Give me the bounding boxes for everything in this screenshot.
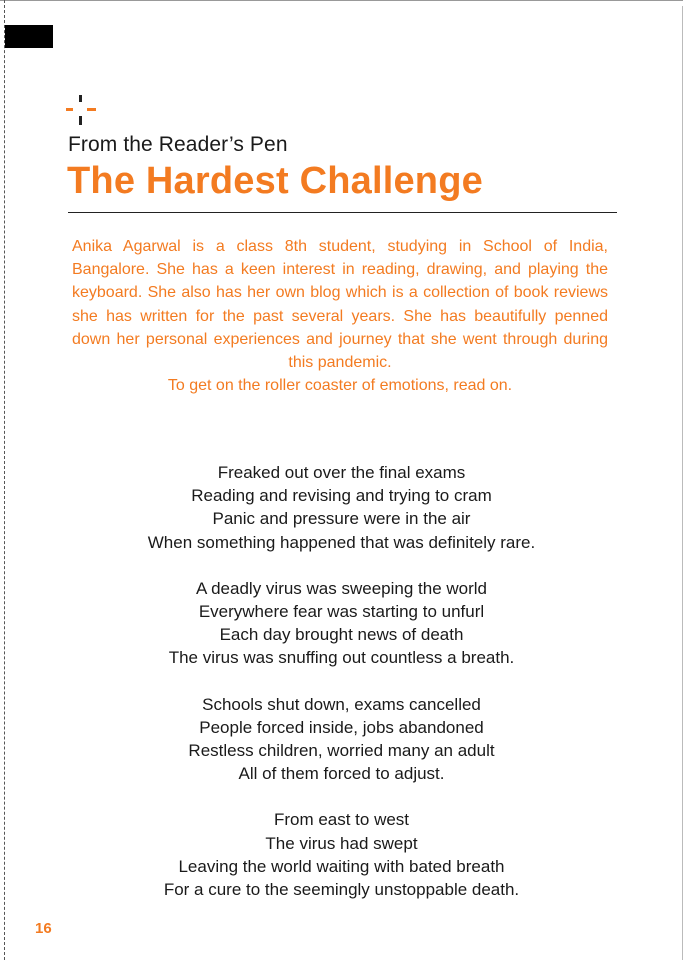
section-kicker: From the Reader’s Pen — [68, 133, 288, 156]
poem-line: Each day brought news of death — [219, 625, 464, 645]
poem-line: A deadly virus was sweeping the world — [195, 578, 488, 598]
poem-line: Leaving the world waiting with bated breath — [178, 856, 505, 876]
poem-line: Everywhere fear was starting to unfurl — [198, 602, 485, 622]
author-intro — [72, 235, 608, 397]
poem-line: Restless children, worried many an adult — [188, 741, 495, 761]
poem-line: The virus had swept — [265, 833, 418, 853]
poem-line: All of them forced to adjust. — [238, 764, 445, 784]
crosshair-icon — [66, 95, 98, 127]
poem-line: Reading and revising and trying to cram — [191, 486, 492, 506]
poem-line: For a cure to the seemingly unstoppable death. — [163, 880, 520, 900]
poem — [0, 461, 683, 924]
poem-line: Schools shut down, exams cancelled — [202, 694, 481, 714]
title-divider — [68, 212, 617, 213]
article-title: The Hardest Challenge — [67, 160, 483, 202]
intro-closing: To get on the roller coaster of emotions, read on. — [167, 377, 513, 395]
page-number: 16 — [35, 920, 52, 937]
poem-line: People forced inside, jobs abandoned — [199, 717, 484, 737]
poem-stanza — [0, 808, 683, 901]
poem-line: From east to west — [273, 810, 410, 830]
poem-line: The virus was snuffing out countless a breath. — [168, 648, 515, 668]
black-tab-marker — [5, 25, 53, 48]
page-top-border — [0, 0, 683, 1]
poem-stanza — [0, 577, 683, 670]
poem-line: When something happened that was definitely rare. — [147, 532, 536, 552]
poem-stanza — [0, 461, 683, 554]
poem-stanza — [0, 693, 683, 786]
poem-line: Panic and pressure were in the air — [212, 509, 471, 529]
poem-line: Freaked out over the final exams — [217, 463, 466, 482]
intro-body: Anika Agarwal is a class 8th student, studying in School of India, Bangalore. She has a keen interest in reading, drawing, and playing the keyboard. She also has her own blog which is a collection of book reviews she has written for the past several years. She has beautifully penned down her personal experiences and journey that she went through during this pandemic. — [72, 238, 608, 372]
